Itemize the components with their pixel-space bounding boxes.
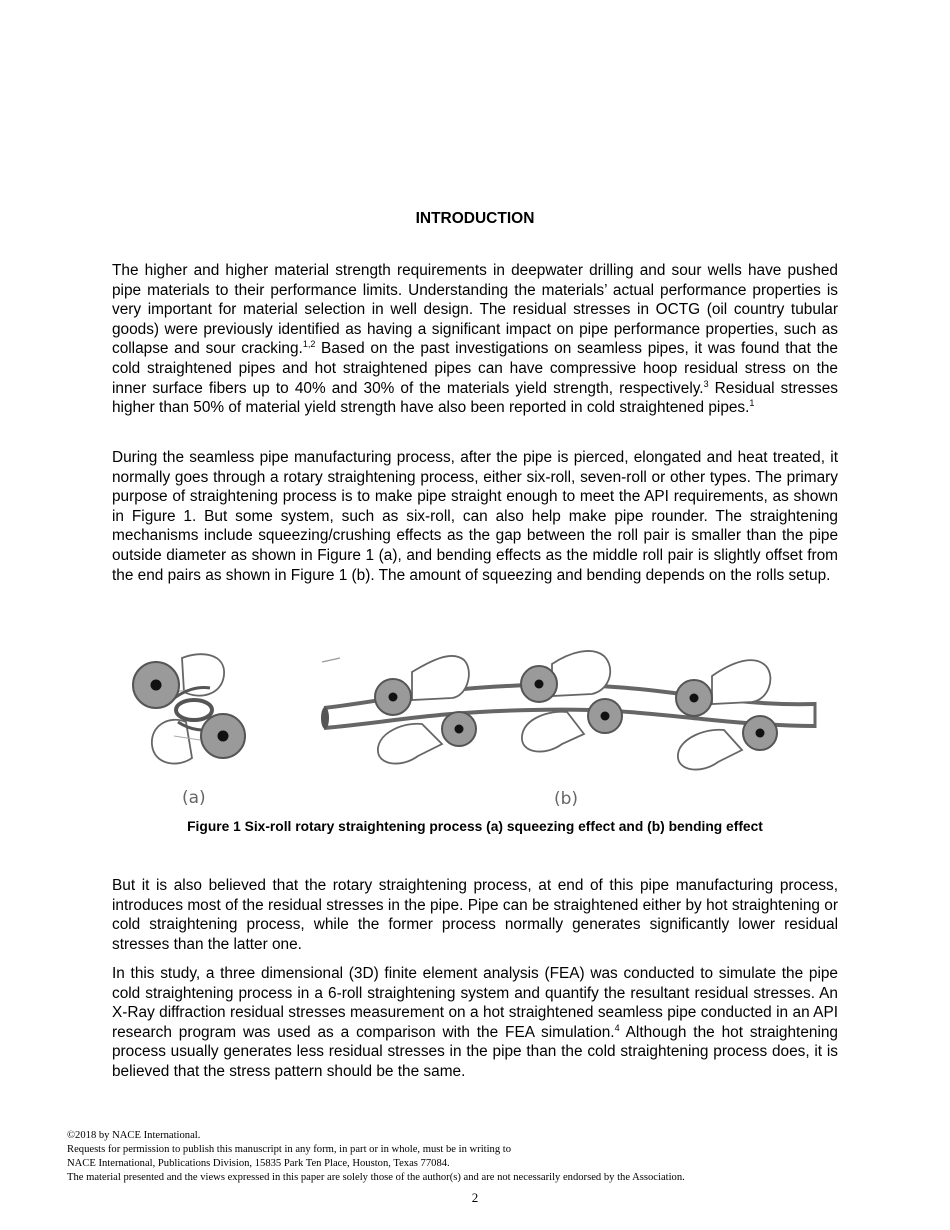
intro-paragraph-3: But it is also believed that the rotary straightening process, at end of this pipe manufacturing process, introduces most of the residual stresses in the pipe. Pipe can be straightened either by hot straightening or cold straightening process, while the former process normally generates significantly lower residual stresses than the latter one. — [112, 877, 838, 953]
copyright-footer — [67, 1129, 907, 1185]
footer-line: Requests for permission to publish this manuscript in any form, in part or in whole, must be in writing to — [67, 1144, 512, 1155]
citation-ref: 1,2 — [302, 339, 316, 350]
roll-hub — [601, 712, 610, 721]
figure-1-diagram — [112, 640, 838, 815]
roll-hub — [535, 680, 544, 689]
p4-text-a: In this study, a three dimensional (3D) finite element analysis (FEA) was conducted to simulate the pipe cold straightening process in a 6-roll straightening system and quantify the resultant residual stresses. An X-Ray diffraction residual stresses measurement on a hot straightened seamless pipe conducted in an API research program was used as a comparison with the FEA simulation. — [112, 965, 838, 1041]
roll-body — [712, 660, 770, 704]
figure-label-b: (b) — [554, 789, 579, 809]
intro-paragraph-4 — [112, 964, 838, 1082]
intro-paragraph-1 — [112, 261, 838, 418]
page-number: 2 — [471, 1190, 479, 1205]
figure-label-a: (a) — [182, 788, 206, 808]
p4-text-b: Although the hot straightening process usually generates less residual stresses in the pipe than the cold straightening process does, it is believed that the stress pattern should be the same. — [112, 1023, 838, 1080]
section-heading: INTRODUCTION — [415, 210, 535, 227]
citation-ref: 3 — [703, 378, 709, 389]
citation-ref: 1 — [749, 398, 755, 409]
roll-body — [678, 730, 742, 770]
pipe-open-end — [321, 707, 329, 729]
pipe-cross-section — [176, 700, 212, 720]
roll-hub — [151, 680, 162, 691]
roll-body — [522, 712, 584, 752]
footer-line: NACE International, Publications Division, 15835 Park Ten Place, Houston, Texas 77084. — [67, 1158, 450, 1169]
footer-line: ©2018 by NACE International. — [67, 1130, 201, 1141]
p1-text-b: Based on the past investigations on seamless pipes, it was found that the cold straightened pipes and hot straightened pipes can have compressive hoop residual stress on the inner surface fibers up to 40% and 30% of the materials yield strength, respectively. — [112, 340, 838, 397]
pointer-mark — [322, 658, 340, 662]
citation-ref: 4 — [614, 1022, 620, 1033]
squeezing-diagram — [133, 654, 245, 808]
bending-diagram — [321, 651, 815, 809]
p1-text-a: The higher and higher material strength requirements in deepwater drilling and sour wells have pushed pipe materials to their performance limits. Understanding the materials’ actual performance properties is very important for material selection in well design. The residual stresses in OCTG (oil country tubular goods) were previously identified as having a significant impact on pipe performance properties, such as collapse and sour cracking. — [112, 262, 838, 358]
roll-hub — [455, 725, 464, 734]
p1-text-c: Residual stresses higher than 50% of material yield strength have also been reported in cold straightened pipes. — [112, 379, 838, 417]
roll-body — [378, 724, 442, 764]
footer-line: The material presented and the views expressed in this paper are solely those of the author(s) and are not necessarily endorsed by the Association. — [67, 1172, 685, 1183]
roll-body — [412, 656, 469, 700]
roll-hub — [756, 729, 765, 738]
roll-body — [552, 651, 610, 696]
intro-paragraph-2: During the seamless pipe manufacturing process, after the pipe is pierced, elongated and heat treated, it normally goes through a rotary straightening process, either six-roll, seven-roll or other types. The primary purpose of straightening process is to make pipe straight enough to meet the API requirements, as shown in Figure 1. But some system, such as six-roll, can also help make pipe rounder. The straightening mechanisms include squeezing/crushing effects as the gap between the roll pair is smaller than the pipe outside diameter as shown in Figure 1 (a), and bending effects as the middle roll pair is slightly offset from the end pairs as shown in Figure 1 (b). The amount of squeezing and bending depends on the rolls setup. — [112, 449, 838, 584]
roll-hub — [218, 731, 229, 742]
roll-hub — [690, 694, 699, 703]
figure-caption: Figure 1 Six-roll rotary straightening process (a) squeezing effect and (b) bending effect — [187, 819, 763, 834]
roll-hub — [389, 693, 398, 702]
